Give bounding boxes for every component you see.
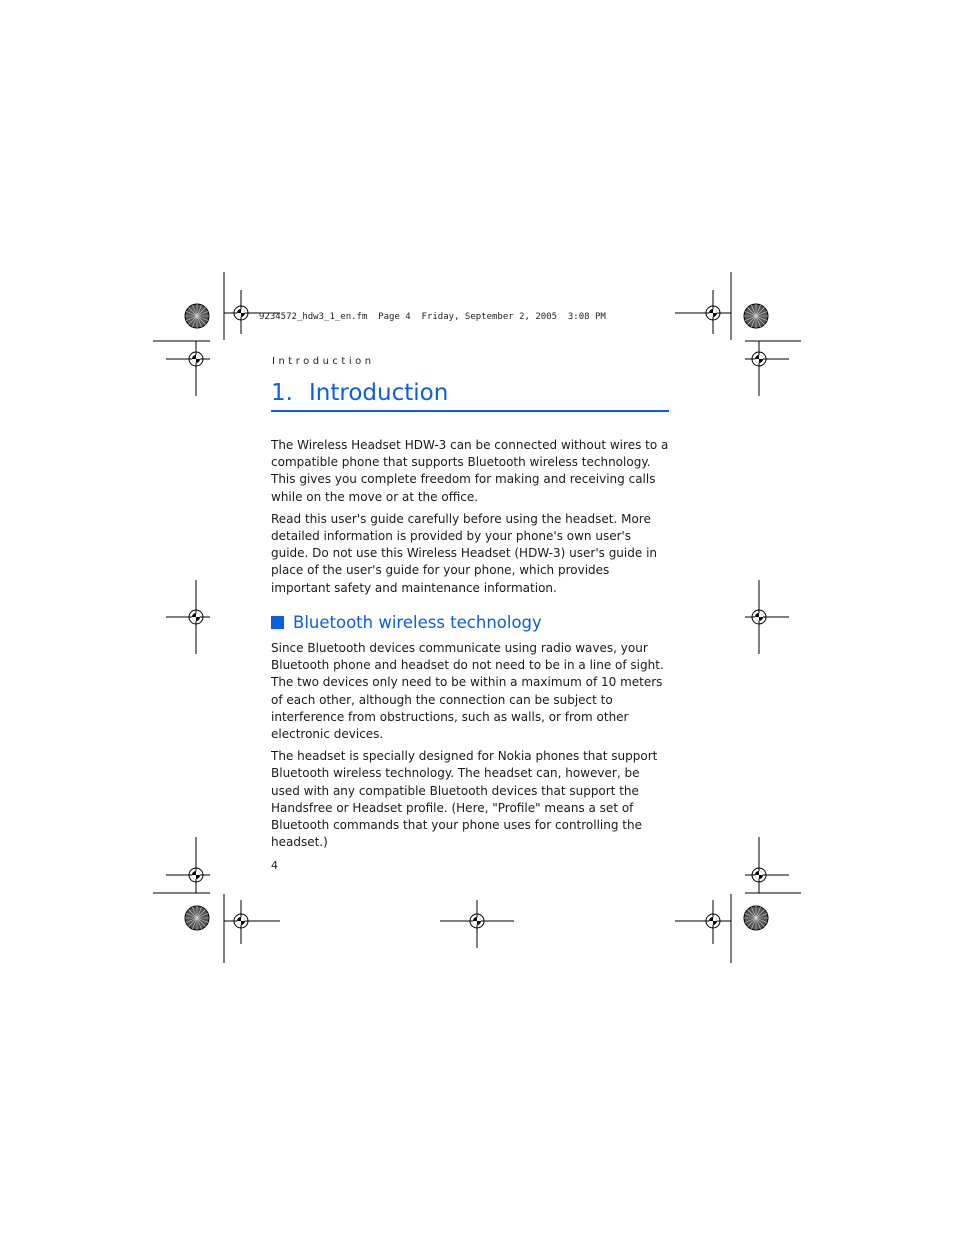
- square-bullet-icon: [271, 616, 284, 629]
- section-paragraph: Since Bluetooth devices communicate using radio waves, your Bluetooth phone and headset do not need to be in a line of sight. The two devices only need to be within a maximum of 10 meters of each other, although the connection can be subject to interference from obstructions, such as walls, or from other electronic devices.: [271, 641, 664, 742]
- page-number: 4: [271, 859, 278, 872]
- starburst-mark-bottom-left: [185, 906, 209, 930]
- starburst-mark-bottom-right: [744, 906, 768, 930]
- section-paragraph: The headset is specially designed for Nokia phones that support Bluetooth wireless technology. The headset can, however, be used with any compatible Bluetooth devices that support the Handsfree or Headset profile. (Here, "Profile" means a set of Bluetooth commands that your phone uses for controlling the headset.): [271, 749, 658, 850]
- file-slug: 9234572_hdw3_1_en.fm Page 4 Friday, September 2, 2005 3:08 PM: [259, 312, 606, 322]
- chapter-number: 1.: [271, 380, 293, 406]
- intro-paragraph: Read this user's guide carefully before using the headset. More detailed information is provided by your phone's own user's guide. Do not use this Wireless Headset (HDW-3) user's guide in place of the user's guide for your phone, which provides important safety and maintenance information.: [271, 511, 658, 595]
- intro-paragraph: The Wireless Headset HDW-3 can be connected without wires to a compatible phone that supports Bluetooth wireless technology. This gives you complete freedom for making and receiving calls while on the move or at the office.: [271, 438, 669, 504]
- section-heading: [271, 613, 542, 632]
- section-title: Bluetooth wireless technology: [293, 613, 542, 632]
- chapter-title-text: Introduction: [309, 380, 449, 406]
- running-head: Introduction: [272, 356, 375, 367]
- intro-text: [271, 437, 671, 602]
- section-text: [271, 640, 671, 856]
- chapter-title: [271, 376, 669, 412]
- starburst-mark-top-right: [744, 304, 768, 328]
- starburst-mark-top-left: [185, 304, 209, 328]
